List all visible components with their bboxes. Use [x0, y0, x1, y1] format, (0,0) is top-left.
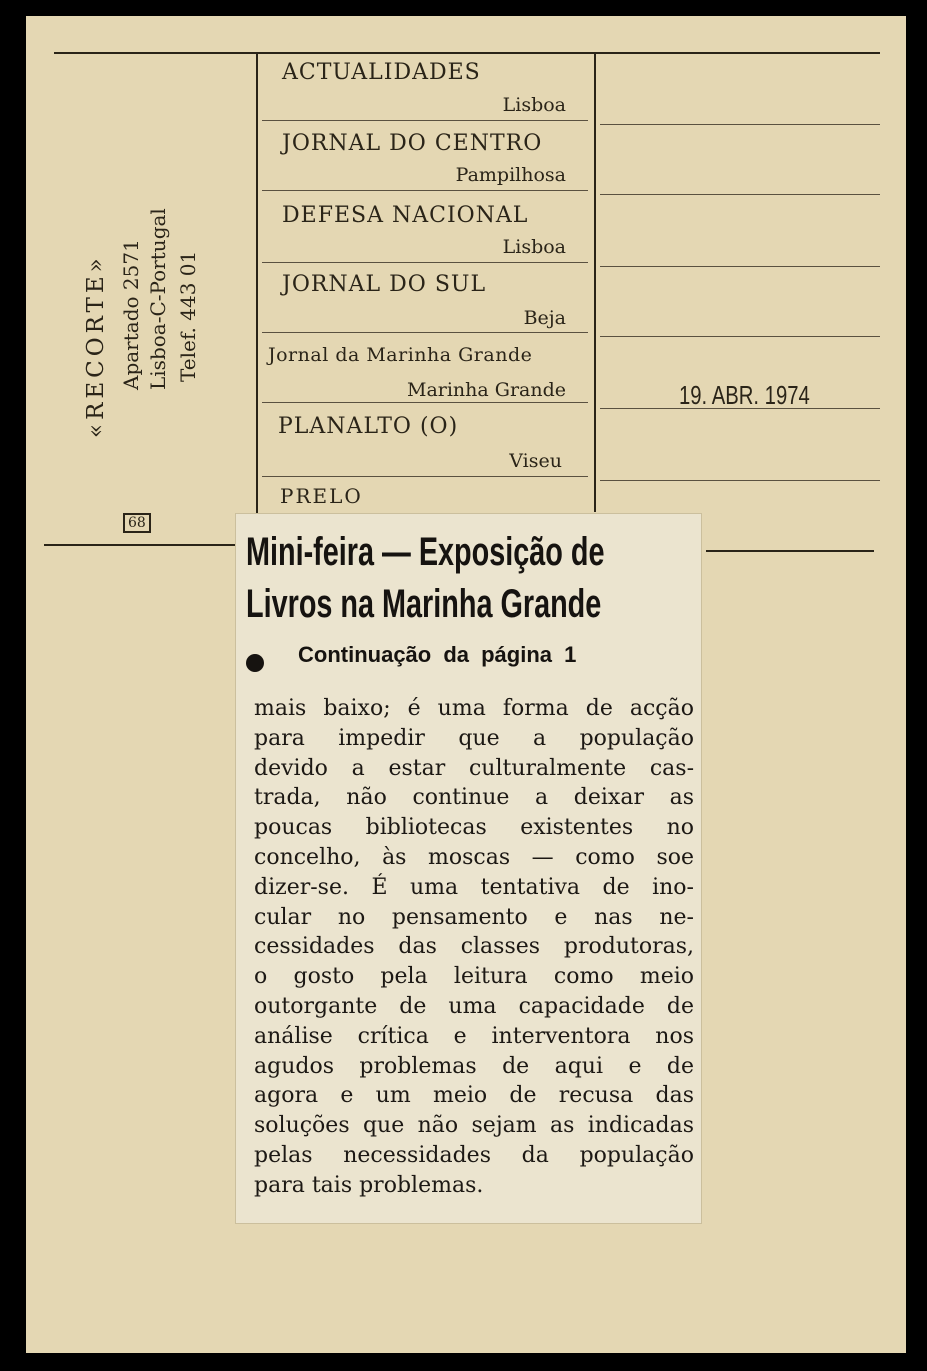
body-line: para impedir que a população: [254, 725, 694, 751]
date-column-rule: [600, 336, 880, 337]
body-line: dizer-se. É uma tentativa de ino-: [254, 874, 694, 900]
body-line: trada, não continue a deixar as: [254, 785, 694, 811]
body-line: cular no pensamento e nas ne-: [254, 904, 694, 930]
body-line: análise crítica e interventora nos: [254, 1023, 694, 1049]
publication-city: Marinha Grande: [406, 379, 566, 401]
column-divider-right: [594, 52, 596, 512]
row-rule: [262, 476, 588, 477]
row-rule: [262, 262, 588, 263]
column-divider-left: [256, 52, 258, 546]
middle-rule-right: [706, 550, 874, 552]
page-number-box: 68: [123, 513, 151, 533]
publication-name: JORNAL DO SUL: [282, 272, 487, 297]
partial-publication-name: PRELO: [280, 484, 363, 508]
date-column-rule: [600, 194, 880, 195]
body-line: mais baixo; é uma forma de acção: [254, 696, 694, 721]
publication-name: ACTUALIDADES: [282, 60, 481, 85]
agency-phone: Telef. 443 01: [176, 250, 200, 382]
body-line: para tais problemas.: [254, 1172, 484, 1198]
body-line: devido a estar culturalmente cas-: [254, 755, 694, 781]
headline-line: Livros na Marinha Grande: [246, 582, 602, 626]
body-line: outorgante de uma capacidade de: [254, 993, 694, 1019]
subhead: Continuação da página 1: [298, 642, 577, 667]
clipping-sheet: [26, 16, 906, 1353]
newspaper-clipping: [236, 514, 701, 1223]
body-line: poucas bibliotecas existentes no: [254, 815, 694, 841]
body-line: agudos problemas de aqui e de: [254, 1053, 694, 1079]
row-rule: [262, 402, 588, 403]
publication-city: Lisboa: [502, 236, 566, 258]
body-line: pelas necessidades da população: [254, 1142, 694, 1168]
article-body: [254, 694, 694, 1201]
publication-city: Lisboa: [502, 94, 566, 116]
body-line: o gosto pela leitura como meio: [254, 964, 694, 990]
publication-name: JORNAL DO CENTRO: [282, 131, 543, 156]
body-line: soluções que não sejam as indicadas: [254, 1113, 694, 1139]
publication-name: DEFESA NACIONAL: [282, 203, 529, 228]
agency-city: Lisboa-C-Portugal: [146, 208, 170, 390]
agency-name: «RECORTE»: [83, 254, 109, 438]
row-rule: [262, 332, 588, 333]
date-column-rule: [600, 480, 880, 481]
headline-line: Mini-feira — Exposição de: [246, 530, 605, 574]
row-rule: [262, 190, 588, 191]
publication-city: Beja: [523, 307, 566, 329]
date-column-rule: [600, 124, 880, 125]
publication-city: Viseu: [509, 450, 562, 472]
agency-address: Apartado 2571: [119, 239, 143, 390]
top-rule: [54, 52, 880, 54]
date-stamp: 19. ABR. 1974: [679, 380, 810, 410]
body-line: cessidades das classes produtoras,: [254, 934, 694, 960]
body-line: concelho, às moscas — como soe: [254, 844, 694, 870]
publication-name: PLANALTO (O): [278, 414, 459, 439]
date-column-rule: [600, 266, 880, 267]
body-line: agora e um meio de recusa das: [254, 1083, 694, 1109]
row-rule: [262, 120, 588, 121]
publication-name: Jornal da Marinha Grande: [268, 344, 533, 366]
publication-city: Pampilhosa: [455, 164, 566, 186]
bullet-icon: [246, 654, 264, 672]
headline: [246, 526, 692, 630]
